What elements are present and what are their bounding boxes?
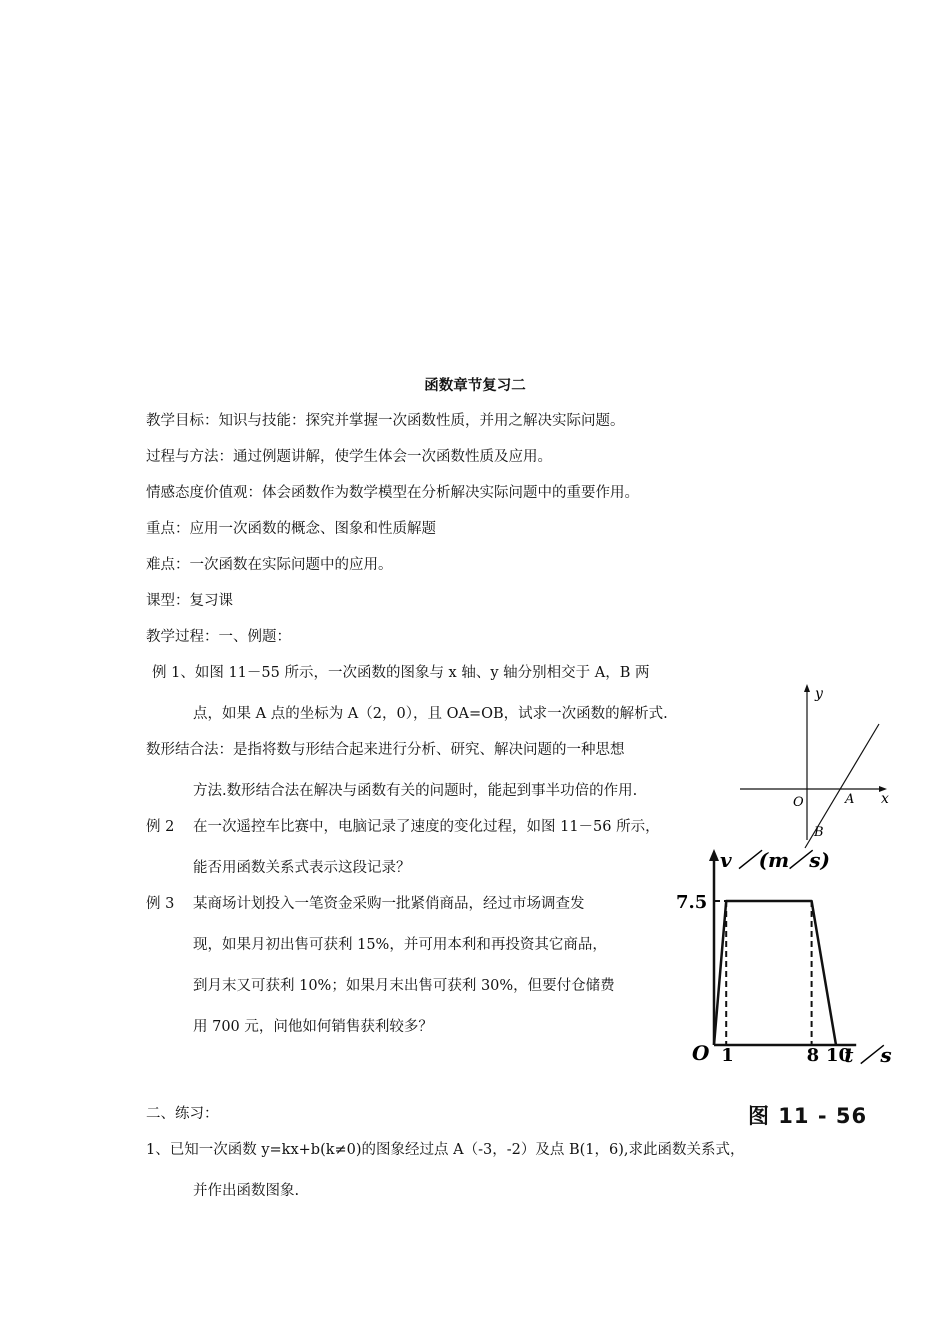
practice1-line2: 并作出函数图象.: [193, 1183, 300, 1199]
example3-line4: 用 700 元，问他如何销售获利较多？: [193, 1019, 433, 1035]
origin-label: O: [793, 795, 804, 810]
example2-line2: 能否用函数关系式表示这段记录？: [193, 860, 411, 876]
example1-line2: 点，如果 A 点的坐标为 A（2，0），且 OA=OB，试求一次函数的解析式.: [193, 706, 668, 722]
process-method: 过程与方法：通过例题讲解，使学生体会一次函数性质及应用。: [146, 449, 552, 465]
y-tick-label: 7.5: [676, 892, 708, 913]
figure-caption: 图 11 - 56: [748, 1104, 868, 1128]
key-point: 重点：应用一次函数的概念、图象和性质解题: [146, 521, 436, 537]
t-axis-label: t ／s: [844, 1043, 892, 1067]
teaching-process: 教学过程：一、例题：: [146, 629, 291, 645]
x-tick-label: 8: [806, 1045, 820, 1066]
example3-line1: 某商场计划投入一笔资金采购一批紧俏商品，经过市场调查发: [193, 896, 585, 912]
teaching-goal: 教学目标：知识与技能：探究并掌握一次函数性质，并用之解决实际问题。: [146, 413, 625, 429]
example2-line1: 在一次遥控车比赛中，电脑记录了速度的变化过程，如图 11－56 所示，: [193, 819, 660, 835]
y-axis-arrow: [804, 684, 810, 692]
example2-label: 例 2: [146, 819, 175, 835]
x-axis-label: x: [881, 791, 889, 807]
point-b-label: B: [814, 825, 824, 840]
origin-label: O: [692, 1041, 710, 1065]
practice1-line1: 1、已知一次函数 y=kx+b(k≠0)的图象经过点 A（-3，-2）及点 B(1，6),求此函数关系式，: [146, 1142, 745, 1158]
y-axis-label: y: [815, 686, 823, 702]
example3-label: 例 3: [146, 896, 175, 912]
emotion-attitude: 情感态度价值观：体会函数作为数学模型在分析解决实际问题中的重要作用。: [146, 485, 639, 501]
method-line2: 方法.数形结合法在解决与函数有关的问题时，能起到事半功倍的作用.: [193, 783, 638, 799]
example3-line2: 现，如果月初出售可获利 15%，并可用本利和再投资其它商品，: [193, 937, 607, 953]
v-axis-arrow: [709, 849, 719, 861]
page-title: 函数章节复习二: [424, 378, 526, 394]
method-line1: 数形结合法：是指将数与形结合起来进行分析、研究、解决问题的一种思想: [146, 742, 625, 758]
figure-11-55: [735, 680, 900, 850]
x-tick-label: 10: [826, 1045, 852, 1066]
lesson-type: 课型：复习课: [146, 593, 233, 609]
v-axis-label: v ／(m／s): [720, 848, 830, 872]
difficulty: 难点：一次函数在实际问题中的应用。: [146, 557, 393, 573]
x-tick-label: 1: [721, 1045, 734, 1066]
velocity-series-line: [714, 901, 836, 1045]
example1-line1: 例 1、如图 11－55 所示，一次函数的图象与 x 轴、y 轴分别相交于 A，B 两: [152, 665, 650, 681]
figure-11-56: [672, 845, 942, 1080]
point-a-label: A: [845, 792, 855, 807]
example3-line3: 到月末又可获利 10%；如果月末出售可获利 30%，但要付仓储费: [193, 978, 615, 994]
practice-heading: 二、练习：: [146, 1106, 219, 1122]
